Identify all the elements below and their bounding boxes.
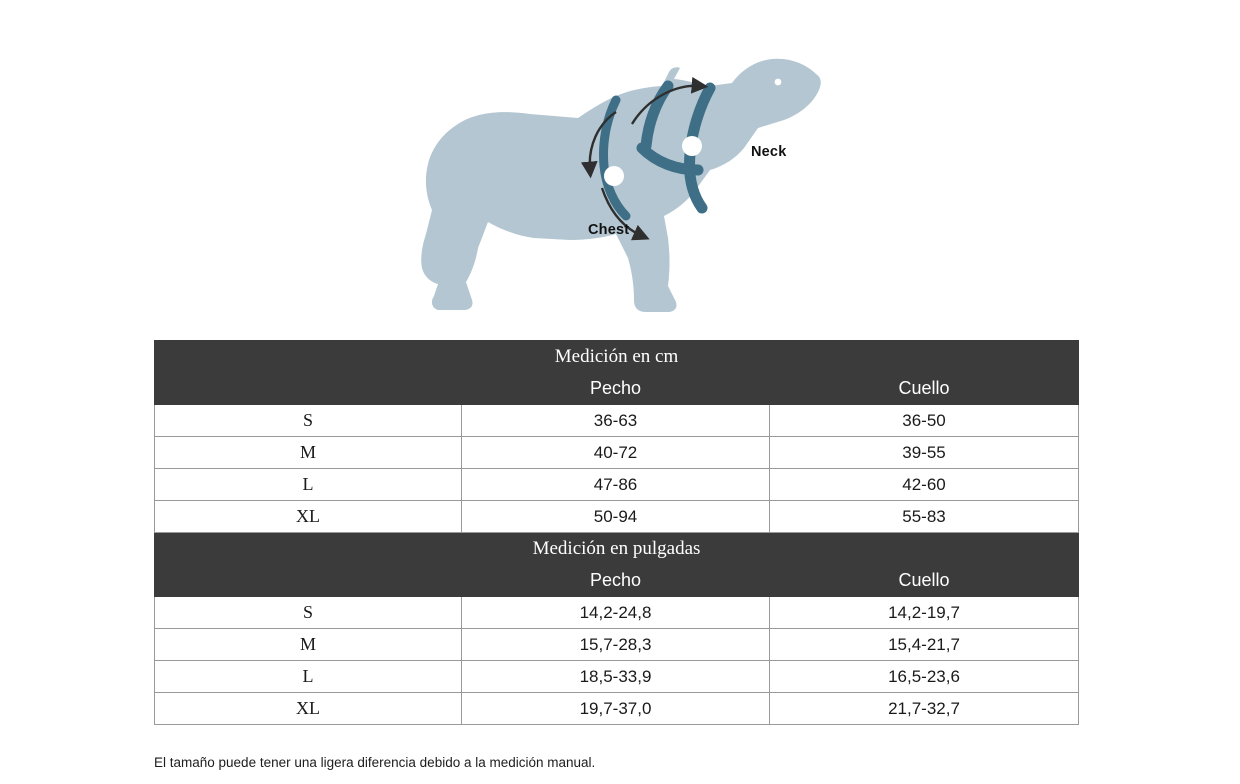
- cell-chest: 15,7-28,3: [462, 629, 770, 661]
- cell-chest: 14,2-24,8: [462, 597, 770, 629]
- cell-size: M: [155, 629, 462, 661]
- table-row: [155, 597, 1079, 629]
- section-title: Medición en pulgadas: [155, 533, 1079, 565]
- cell-size: XL: [155, 693, 462, 725]
- column-header-row: [155, 373, 1079, 405]
- cell-chest: 36-63: [462, 405, 770, 437]
- table-row: [155, 469, 1079, 501]
- table-row: [155, 629, 1079, 661]
- cell-neck: 14,2-19,7: [770, 597, 1079, 629]
- cell-size: L: [155, 661, 462, 693]
- table-row: [155, 501, 1079, 533]
- cell-chest: 18,5-33,9: [462, 661, 770, 693]
- cell-size: M: [155, 437, 462, 469]
- cell-chest: 19,7-37,0: [462, 693, 770, 725]
- table-row: [155, 661, 1079, 693]
- table-row: [155, 437, 1079, 469]
- column-header-neck: Cuello: [770, 373, 1079, 405]
- neck-label: Neck: [751, 144, 787, 160]
- size-chart-body: [155, 341, 1079, 725]
- dog-measurement-diagram: [380, 20, 860, 325]
- table-row: [155, 693, 1079, 725]
- footnote-text: El tamaño puede tener una ligera diferencia debido a la medición manual.: [154, 755, 596, 770]
- size-chart-table: [154, 340, 1079, 725]
- column-header-size: [155, 565, 462, 597]
- cell-neck: 36-50: [770, 405, 1079, 437]
- ring-chest: [604, 166, 624, 186]
- chest-label: Chest: [588, 222, 630, 238]
- cell-chest: 50-94: [462, 501, 770, 533]
- cell-neck: 42-60: [770, 469, 1079, 501]
- section-header-row: [155, 341, 1079, 373]
- cell-size: S: [155, 405, 462, 437]
- cell-neck: 39-55: [770, 437, 1079, 469]
- column-header-size: [155, 373, 462, 405]
- column-header-row: [155, 565, 1079, 597]
- cell-size: XL: [155, 501, 462, 533]
- column-header-chest: Pecho: [462, 565, 770, 597]
- cell-neck: 21,7-32,7: [770, 693, 1079, 725]
- cell-chest: 40-72: [462, 437, 770, 469]
- cell-size: L: [155, 469, 462, 501]
- cell-chest: 47-86: [462, 469, 770, 501]
- table-row: [155, 405, 1079, 437]
- cell-size: S: [155, 597, 462, 629]
- cell-neck: 16,5-23,6: [770, 661, 1079, 693]
- ring-neck: [682, 136, 702, 156]
- cell-neck: 15,4-21,7: [770, 629, 1079, 661]
- column-header-chest: Pecho: [462, 373, 770, 405]
- dog-silhouette: [421, 59, 821, 312]
- column-header-neck: Cuello: [770, 565, 1079, 597]
- section-header-row: [155, 533, 1079, 565]
- cell-neck: 55-83: [770, 501, 1079, 533]
- section-title: Medición en cm: [155, 341, 1079, 373]
